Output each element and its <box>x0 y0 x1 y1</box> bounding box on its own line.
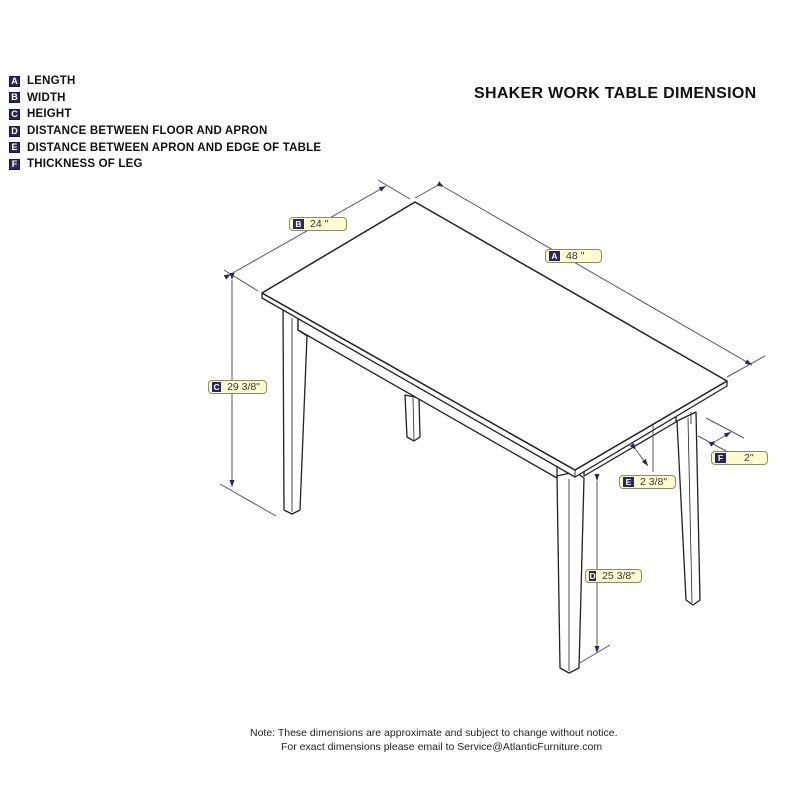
dim-value-leg-thickness: 2" <box>744 452 754 464</box>
dim-label-floor-to-apron <box>585 569 642 583</box>
legend-label: THICKNESS OF LEG <box>27 158 143 171</box>
legend-badge-c: C <box>9 109 20 120</box>
legend-label: LENGTH <box>27 75 76 88</box>
legend-badge-f: F <box>9 159 20 170</box>
legend-label: WIDTH <box>27 91 66 104</box>
table-drawing <box>262 202 727 673</box>
dim-value-floor-to-apron: 25 3/8" <box>602 570 635 582</box>
dim-label-width <box>289 217 347 231</box>
legend-label: DISTANCE BETWEEN FLOOR AND APRON <box>27 125 268 138</box>
front-left-leg <box>283 305 307 514</box>
front-corner-leg <box>557 472 584 673</box>
dim-label-length <box>545 249 602 263</box>
dim-badge-b: B <box>293 219 304 229</box>
back-leg <box>405 395 420 441</box>
legend-badge-b: B <box>9 92 20 103</box>
disclaimer-note <box>250 726 618 754</box>
right-leg <box>677 412 700 605</box>
legend-label: DISTANCE BETWEEN APRON AND EDGE OF TABLE <box>27 141 322 154</box>
dim-label-height <box>208 380 267 394</box>
dim-badge-f: F <box>715 453 726 463</box>
dim-value-length: 48 " <box>566 250 585 262</box>
legend-badge-e: E <box>9 142 20 153</box>
legend-label: HEIGHT <box>27 108 72 121</box>
dim-badge-e: E <box>623 477 634 487</box>
dim-value-apron-to-edge: 2 3/8" <box>640 476 668 488</box>
legend-badge-a: A <box>9 76 20 87</box>
dim-badge-d: D <box>589 570 596 581</box>
note-line-2: For exact dimensions please email to Service@AtlanticFurniture.com <box>281 741 603 753</box>
note-line-1: Note: These dimensions are approximate and subject to change without notice. <box>250 727 618 739</box>
dim-label-apron-to-edge <box>619 475 676 489</box>
dim-label-leg-thickness <box>711 451 768 465</box>
dim-badge-c: C <box>213 381 220 392</box>
dim-badge-a: A <box>549 251 560 261</box>
dim-value-width: 24 " <box>310 218 329 230</box>
legend-badge-d: D <box>9 126 20 137</box>
page-title: SHAKER WORK TABLE DIMENSION <box>474 85 757 102</box>
dim-value-height: 29 3/8" <box>227 381 260 393</box>
